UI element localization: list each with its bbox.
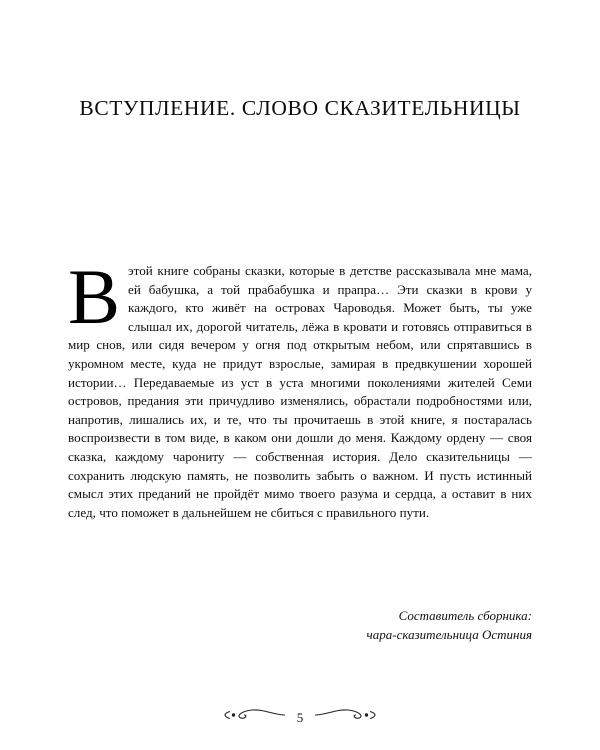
signature-line-2: чара-сказительница Остиния	[366, 627, 532, 642]
signature-line-1: Составитель сборника:	[398, 608, 532, 623]
body-block	[68, 253, 532, 522]
drop-cap: В	[68, 253, 121, 340]
body-paragraph	[68, 253, 532, 522]
page-number: 5	[296, 709, 304, 725]
flourish-right-icon	[314, 707, 376, 728]
flourish-left-icon	[224, 707, 286, 728]
signature-block	[68, 606, 532, 644]
body-text: этой книге собраны сказки, которые в детстве рассказывала мне мама, ей бабушка, а той прабабушка и прапра… Эти сказки в крови у каждого, кто живёт на островах Чароводья. Может быть, ты уже слышал их, дорогой читатель, лёжа в кровати и готовясь отправиться в мир снов, или сидя вечером у огня под открытым небом, или спрятавшись в укромном месте, куда не придут взрослые, замирая в предвкушении хорошей истории… Передаваемые из уст в уста многими поколениями жителей Семи островов, предания эти причудливо изменялись, обрастали подробностями или, напротив, лишались их, и те, что ты прочитаешь в этой книге, я постаралась воспроизвести в том виде, в каком они дошли до меня. Каждому ордену — своя сказка, каждому чарониту — собственная история. Дело сказительницы — сохранить людскую память, не позволить забыть о важном. И пусть истинный смысл этих преданий не пройдёт мимо твоего разума и сердца, а оставит в них след, что поможет в дальнейшем не сбиться с правильного пути.	[68, 263, 532, 520]
page-footer	[0, 707, 600, 728]
page-title: ВСТУПЛЕНИЕ. СЛОВО СКАЗИТЕЛЬНИЦЫ	[79, 96, 521, 121]
